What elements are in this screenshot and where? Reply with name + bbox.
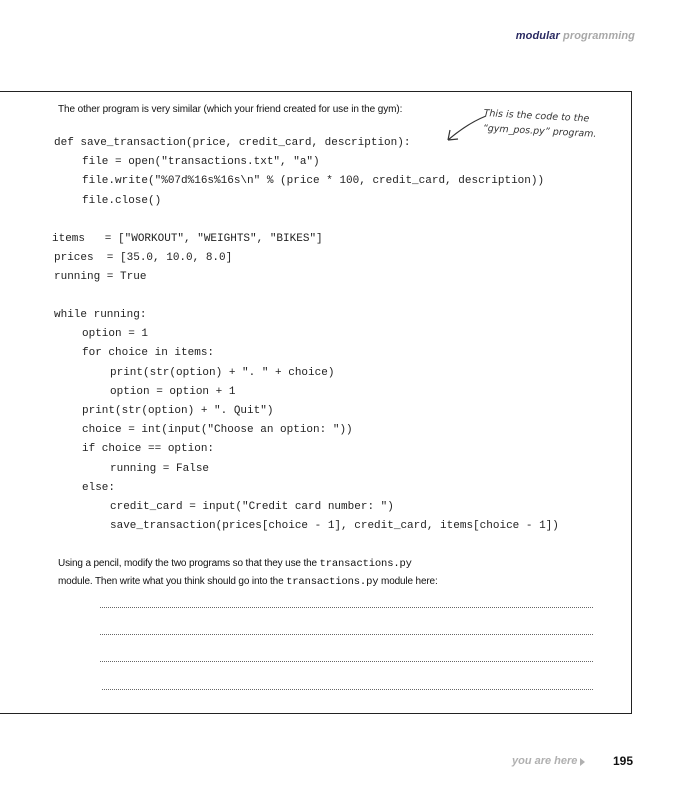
triangle-right-icon: [580, 758, 585, 766]
code-line: prices = [35.0, 10.0, 8.0]: [54, 252, 233, 264]
code-line: file.close(): [82, 195, 162, 207]
answer-line[interactable]: [102, 689, 593, 690]
instructions-text: Using a pencil, modify the two programs so that they use the: [58, 558, 320, 569]
code-line: option = 1: [82, 328, 149, 340]
code-line: items = ["WORKOUT", "WEIGHTS", "BIKES"]: [52, 233, 323, 245]
code-line: print(str(option) + ". Quit"): [82, 405, 274, 417]
answer-line[interactable]: [100, 634, 593, 635]
code-line: file.write("%07d%16s%16s\n" % (price * 100, credit_card, description)): [82, 175, 545, 187]
code-line: option = option + 1: [110, 386, 236, 398]
code-line: credit_card = input("Credit card number: "): [110, 501, 394, 513]
page-number: 195: [613, 754, 634, 768]
footer-you-are-here: you are here: [512, 755, 578, 767]
code-line: while running:: [54, 309, 147, 321]
code-line: for choice in items:: [82, 347, 215, 359]
code-line: def save_transaction(price, credit_card, description):: [54, 137, 411, 149]
instructions-line-2: [58, 573, 438, 591]
code-line: file = open("transactions.txt", "a"): [82, 156, 320, 168]
header-strong: modular: [515, 30, 560, 42]
code-line: running = True: [54, 271, 147, 283]
note-line-2: “gym_pos.py” program.: [482, 122, 597, 140]
instructions-line-1: [58, 555, 438, 573]
instructions: [58, 555, 438, 591]
answer-line[interactable]: [100, 607, 593, 608]
module-name: transactions.py: [319, 558, 412, 570]
code-line: running = False: [110, 463, 210, 475]
code-line: choice = int(input("Choose an option: ")): [82, 424, 353, 436]
instructions-text: module here:: [378, 576, 438, 587]
instructions-text: module. Then write what you think should go into the: [58, 576, 287, 587]
handwritten-note: [482, 106, 603, 142]
module-name: transactions.py: [286, 576, 379, 588]
code-line: if choice == option:: [82, 443, 215, 455]
header-light: programming: [563, 30, 635, 42]
note-line-1: This is the code to the: [483, 107, 590, 125]
running-header: [516, 30, 635, 42]
answer-line[interactable]: [100, 661, 593, 662]
code-line: print(str(option) + ". " + choice): [110, 367, 335, 379]
code-line: save_transaction(prices[choice - 1], credit_card, items[choice - 1]): [110, 520, 559, 532]
intro-text: The other program is very similar (which your friend created for use in the gym):: [58, 104, 403, 115]
code-line: else:: [82, 482, 116, 494]
